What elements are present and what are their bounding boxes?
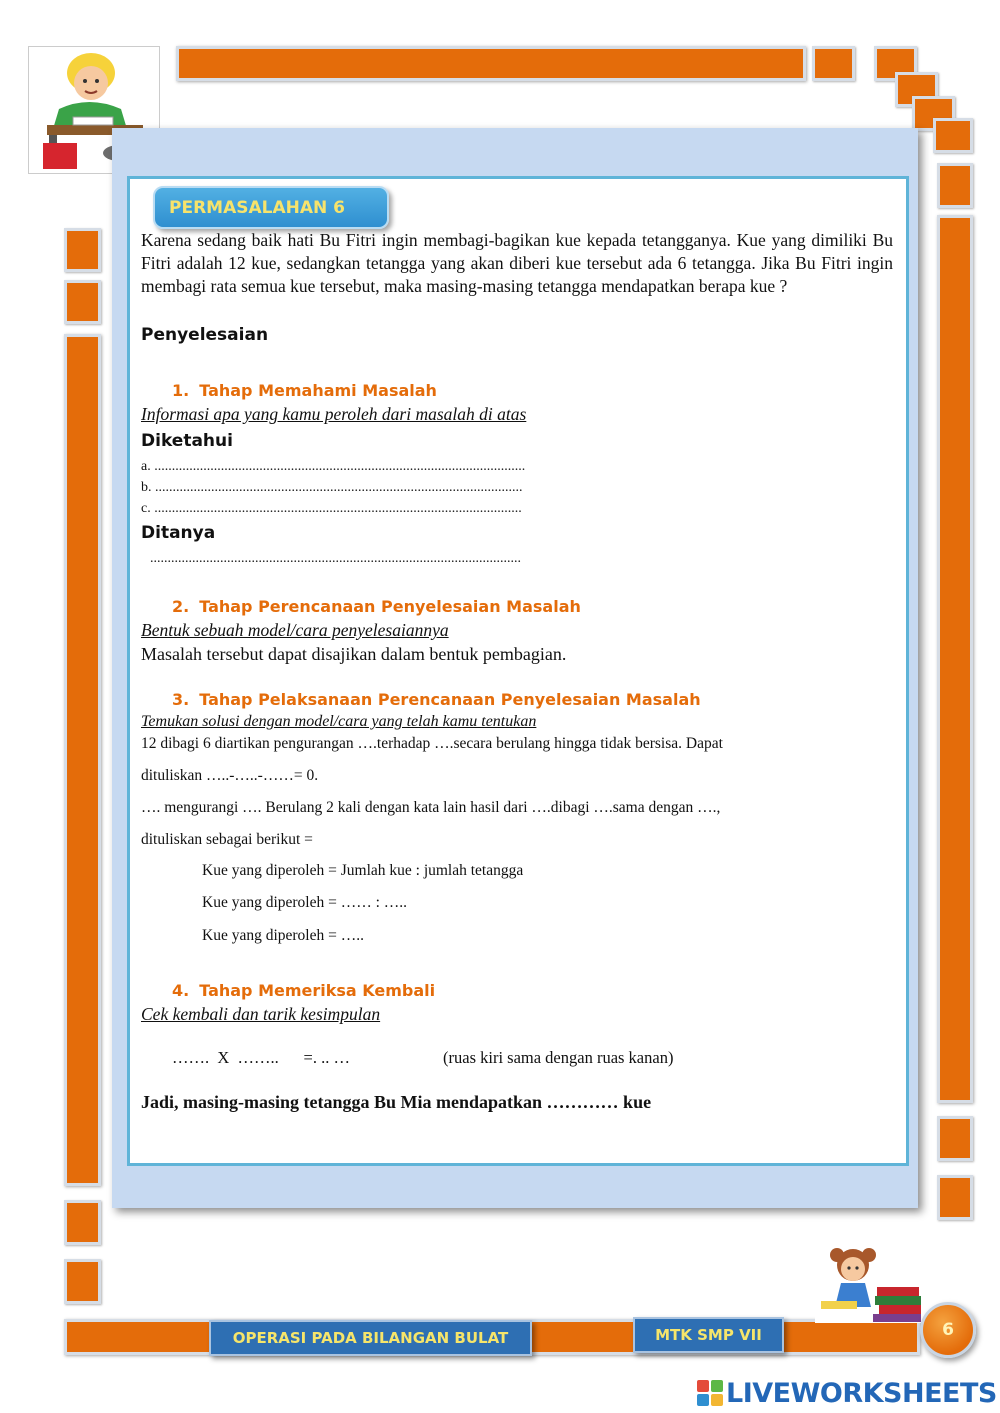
step-1-number: 1. — [172, 381, 190, 400]
problem-title-pill: PERMASALAHAN 6 — [153, 186, 389, 229]
right-orange-square — [937, 1175, 973, 1220]
step-1-heading — [172, 381, 437, 400]
step-3-line-1[interactable]: 12 dibagi 6 diartikan pengurangan ….terhadap ….secara berulang hingga tidak bersisa. Dapat — [141, 735, 723, 752]
liveworksheets-brand — [697, 1376, 997, 1410]
step-3-heading — [172, 690, 701, 709]
top-orange-square — [812, 46, 855, 81]
step-2-heading — [172, 597, 581, 616]
step-3-line-4: dituliskan sebagai berikut = — [141, 831, 313, 848]
formula-line-2[interactable]: Kue yang diperoleh = …… : ….. — [202, 894, 408, 911]
conclusion[interactable]: Jadi, masing-masing tetangga Bu Mia mendapatkan ………… kue — [141, 1092, 652, 1112]
left-orange-bar — [64, 334, 101, 1186]
step-2-instruction: Bentuk sebuah model/cara penyelesaiannya — [141, 620, 449, 640]
known-label: Diketahui — [141, 431, 233, 451]
formula-line-1: Kue yang diperoleh = Jumlah kue : jumlah tetangga — [202, 862, 524, 879]
brand-name: LIVEWORKSHEETS — [726, 1377, 997, 1409]
asked-label: Ditanya — [141, 523, 216, 543]
left-orange-square — [64, 280, 101, 324]
solution-heading: Penyelesaian — [141, 325, 269, 345]
girl-reading-illustration — [815, 1243, 927, 1323]
step-4-instruction: Cek kembali dan tarik kesimpulan — [141, 1004, 381, 1024]
step-3-number: 3. — [172, 690, 190, 709]
known-line-c[interactable]: c. ......................................................................................................... — [141, 501, 522, 516]
course-footer-label: MTK SMP VII — [633, 1317, 784, 1353]
top-orange-square — [933, 118, 973, 153]
step-2-number: 2. — [172, 597, 190, 616]
step-3-instruction: Temukan solusi dengan model/cara yang telah kamu tentukan — [141, 713, 537, 730]
step-4-heading — [172, 981, 435, 1000]
left-orange-square — [64, 1259, 101, 1304]
asked-line[interactable]: .......................................................................................................... — [150, 551, 521, 566]
step-3-title: Tahap Pelaksanaan Perencanaan Penyelesaian Masalah — [199, 690, 701, 709]
left-orange-square — [64, 1200, 101, 1245]
check-expression[interactable]: ……. X …….. =. .. … — [172, 1048, 350, 1067]
step-1-instruction: Informasi apa yang kamu peroleh dari masalah di atas — [141, 404, 527, 424]
right-orange-square — [937, 163, 973, 208]
right-orange-bar — [937, 215, 973, 1103]
check-note: (ruas kiri sama dengan ruas kanan) — [443, 1048, 674, 1067]
formula-line-3[interactable]: Kue yang diperoleh = ….. — [202, 927, 364, 944]
step-2-text: Masalah tersebut dapat disajikan dalam bentuk pembagian. — [141, 644, 567, 664]
known-line-a[interactable]: a. .......................................................................................................... — [141, 459, 526, 474]
step-4-number: 4. — [172, 981, 190, 1000]
top-orange-bar — [176, 46, 806, 81]
topic-footer-label: OPERASI PADA BILANGAN BULAT — [209, 1320, 532, 1356]
step-4-title: Tahap Memeriksa Kembali — [199, 981, 436, 1000]
liveworksheets-logo-icon — [697, 1380, 723, 1406]
step-3-line-2[interactable]: dituliskan …..-…..-……= 0. — [141, 767, 319, 784]
left-orange-square — [64, 228, 101, 272]
right-orange-square — [937, 1116, 973, 1161]
step-2-title: Tahap Perencanaan Penyelesaian Masalah — [199, 597, 581, 616]
page-number-badge: 6 — [920, 1302, 976, 1358]
problem-statement: Karena sedang baik hati Bu Fitri ingin membagi-bagikan kue kepada tetangganya. Kue yang dimiliki Bu Fitri adalah 12 kue, sedangkan tetangga yang akan diberi kue tersebut ada 6 tetangga. Jika Bu Fitri ingin membagi rata semua kue tersebut, maka masing-masing tetangga mendapatkan berapa kue ? — [141, 230, 893, 296]
known-line-b[interactable]: b. ......................................................................................................... — [141, 480, 523, 495]
step-1-title: Tahap Memahami Masalah — [199, 381, 437, 400]
step-3-line-3[interactable]: …. mengurangi …. Berulang 2 kali dengan kata lain hasil dari ….dibagi ….sama dengan …., — [141, 799, 721, 816]
